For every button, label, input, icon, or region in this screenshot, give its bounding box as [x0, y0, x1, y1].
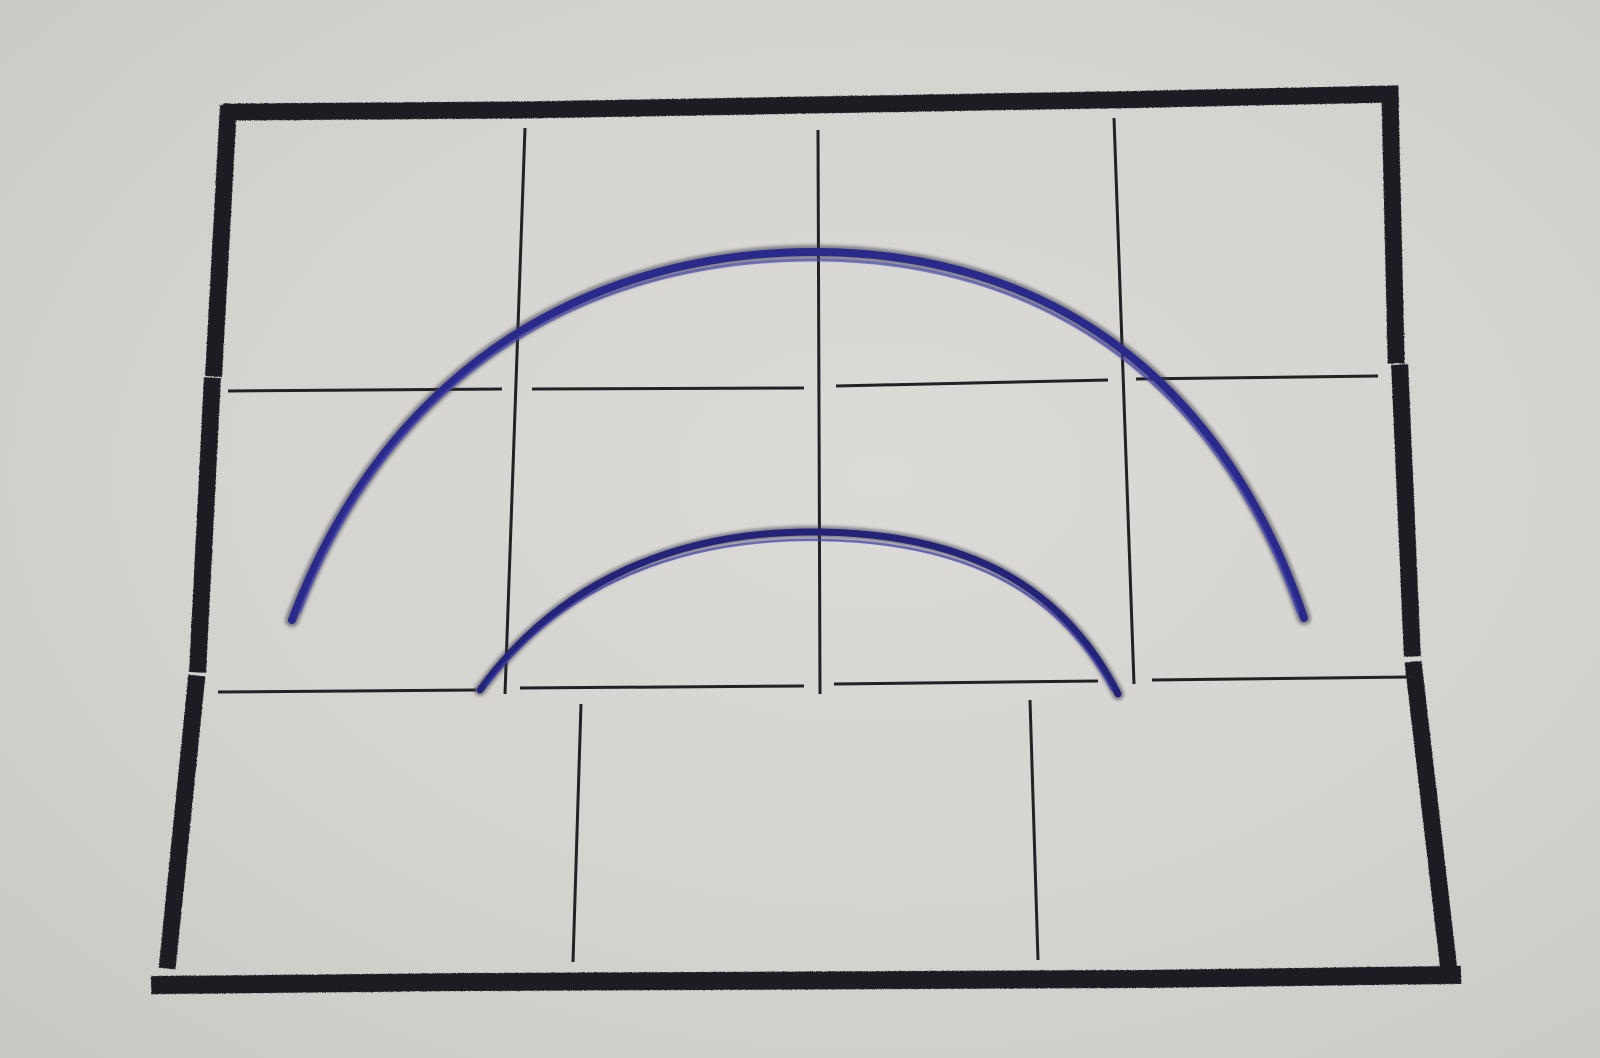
grid-vertical-lower-1	[573, 704, 581, 962]
frame-top-3	[1110, 94, 1390, 100]
frame-top-2	[524, 100, 1100, 110]
frame-left-2	[198, 386, 212, 664]
small-arc-highlight	[486, 540, 1112, 690]
grid-vertical-lower-2	[1030, 700, 1038, 960]
frame-right-3	[1414, 670, 1448, 962]
grid-horizontal-1b	[532, 388, 804, 389]
frame-top-1	[232, 110, 515, 112]
frame-bottom-1	[160, 982, 470, 985]
small-arc-shadow	[480, 532, 1118, 694]
large-arc-shadow	[292, 252, 1304, 620]
frame-left-1	[214, 114, 228, 368]
grid-horizontal-2a	[218, 690, 476, 692]
small-arc	[480, 532, 1118, 694]
grid-horizontal-1d	[1136, 376, 1378, 379]
grid-vertical-2	[818, 130, 820, 694]
grid-horizontal-1a	[228, 389, 502, 391]
grid-vertical-1	[505, 128, 525, 694]
frame-right-2	[1400, 373, 1412, 648]
grid-horizontal-2c	[834, 681, 1098, 684]
grid-horizontal-2b	[520, 686, 804, 688]
large-arc-highlight	[300, 260, 1298, 612]
arcs	[292, 252, 1304, 694]
frame-bottom-3	[1140, 975, 1452, 979]
grid-vertical-3	[1114, 118, 1134, 684]
frame-left-3	[168, 684, 196, 960]
frame-bottom-2	[484, 979, 1126, 982]
large-arc	[292, 252, 1304, 620]
grid-horizontal-2d	[1152, 677, 1412, 680]
grid-horizontal-1c	[836, 380, 1108, 386]
frame-right-1	[1390, 96, 1396, 355]
